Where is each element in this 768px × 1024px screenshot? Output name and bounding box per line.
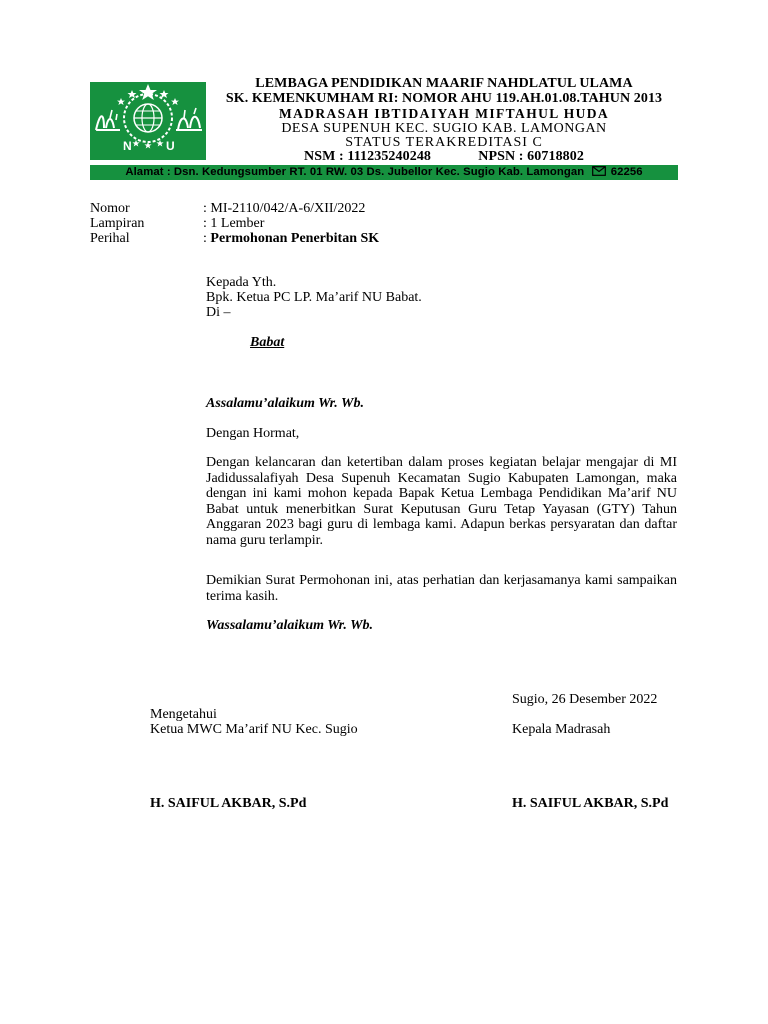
accreditation-status: STATUS TERAKREDITASI C <box>345 135 543 150</box>
perihal-field <box>203 231 379 246</box>
body-paragraph-1: Dengan kelancaran dan ketertiban dalam proses kegiatan belajar mengajar di MI Jadidussalafiyah Desa Supenuh Kecamatan Sugio Kabupaten Lamongan, maka dengan ini kami mohon kepada Bapak Ketua Lembaga Pendidikan Ma’arif NU Babat untuk menerbitkan Surat Keputusan Guru Tetap Yayasan (GTY) Tahun Anggaran 2023 bagi guru di lembaga kami. Adapun berkas persyaratan dan daftar nama guru terlampir. <box>206 455 677 548</box>
body-paragraph-2: Demikian Surat Permohonan ini, atas perhatian dan kerjasamanya kami sampaikan terima kasih. <box>206 573 677 604</box>
address-bar <box>90 165 678 180</box>
nsm-number: NSM : 111235240248 <box>304 149 432 164</box>
school-ids <box>200 149 688 165</box>
place-date: Sugio, 26 Desember 2022 <box>512 692 658 707</box>
right-signer-name: H. SAIFUL AKBAR, S.Pd <box>512 796 669 811</box>
recipient-place: Babat <box>250 335 285 350</box>
right-signer-title: Kepala Madrasah <box>512 722 611 737</box>
nu-logo <box>90 82 206 160</box>
perihal-value: Permohonan Penerbitan SK <box>210 231 380 246</box>
recipient-salutation: Kepada Yth. <box>206 275 277 290</box>
lampiran-label: Lampiran <box>90 216 145 231</box>
school-name: MADRASAH IBTIDAIYAH MIFTAHUL HUDA <box>278 106 610 121</box>
postal-code: 62256 <box>610 166 643 178</box>
logo-letter-n: N <box>123 139 132 153</box>
nu-globe-emblem-icon <box>90 82 206 160</box>
perihal-colon: : <box>203 231 211 246</box>
envelope-icon <box>592 166 606 176</box>
left-signer-title-1: Mengetahui <box>150 707 217 722</box>
left-signer-name: H. SAIFUL AKBAR, S.Pd <box>150 796 307 811</box>
opening: Dengan Hormat, <box>206 426 300 441</box>
address-text: Alamat : Dsn. Kedungsumber RT. 01 RW. 03 Ds. Jubellor Kec. Sugio Kab. Lamongan <box>125 166 585 178</box>
left-signer-title-2: Ketua MWC Ma’arif NU Kec. Sugio <box>150 722 358 737</box>
lampiran-value: : 1 Lember <box>203 216 265 231</box>
institution-name: LEMBAGA PENDIDIKAN MAARIF NAHDLATUL ULAMA <box>255 76 633 91</box>
recipient-name: Bpk. Ketua PC LP. Ma’arif NU Babat. <box>206 290 422 305</box>
recipient-di: Di – <box>206 305 231 320</box>
logo-letter-u: U <box>166 139 175 153</box>
school-location: DESA SUPENUH KEC. SUGIO KAB. LAMONGAN <box>281 121 607 136</box>
npsn-number: NPSN : 60718802 <box>478 149 584 164</box>
closing: Wassalamu’alaikum Wr. Wb. <box>206 618 374 633</box>
registration-decree: SK. KEMENKUMHAM RI: NOMOR AHU 119.AH.01.08.TAHUN 2013 <box>225 91 663 106</box>
greeting: Assalamu’alaikum Wr. Wb. <box>206 396 364 411</box>
nomor-label: Nomor <box>90 201 130 216</box>
perihal-label: Perihal <box>90 231 130 246</box>
nomor-value: : MI-2110/042/A-6/XII/2022 <box>203 201 366 216</box>
